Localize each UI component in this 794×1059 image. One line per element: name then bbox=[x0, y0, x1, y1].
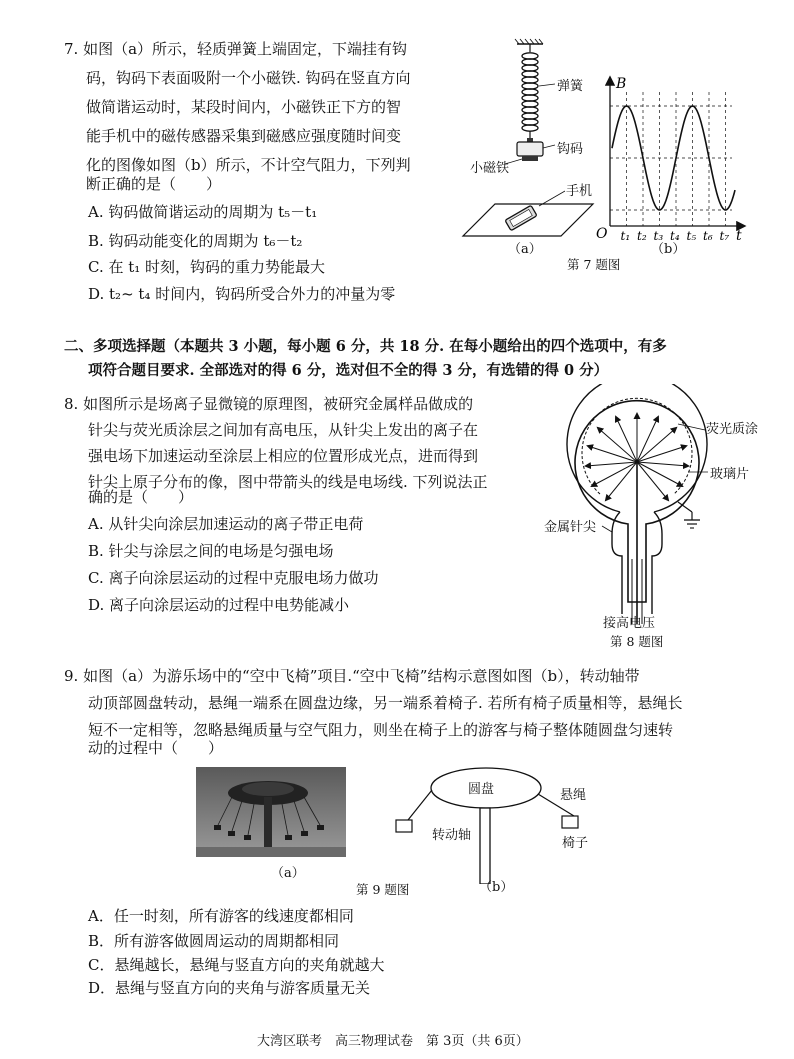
q7-line: 化的图像如图（b）所示，不计空气阻力，下列判 bbox=[86, 156, 411, 174]
q7-option-c: C. 在 t₁ 时刻，钩码的重力势能最大 bbox=[88, 258, 326, 276]
q8-line: 强电场下加速运动至涂层上相应的位置形成光点，进而得到 bbox=[88, 447, 479, 465]
label-7a: （a） bbox=[508, 242, 542, 257]
section-2-heading-cont: 项符合题目要求. 全部选对的得 6 分，选对但不全的得 3 分，有选错的得 0 分） bbox=[88, 362, 609, 379]
q8-option-c: C. 离子向涂层运动的过程中克服电场力做功 bbox=[88, 569, 379, 587]
label-rope: 悬绳 bbox=[560, 788, 587, 803]
figure-9b-schematic bbox=[388, 764, 608, 884]
tick-label-t2: t₂ bbox=[637, 229, 647, 242]
q8-line: 针尖上原子分布的像，图中带箭头的线是电场线. 下列说法正 bbox=[88, 473, 488, 491]
tick-label-t7: t₇ bbox=[719, 229, 730, 242]
label-phone: 手机 bbox=[566, 184, 593, 199]
q8-option-b: B. 针尖与涂层之间的电场是匀强电场 bbox=[88, 542, 334, 560]
label-spring: 弹簧 bbox=[557, 79, 584, 94]
label-axle: 转动轴 bbox=[432, 828, 472, 843]
q7-line: 码，钩码下表面吸附一个小磁铁. 钩码在竖直方向 bbox=[86, 69, 411, 87]
axle-shape bbox=[480, 808, 490, 884]
q9-line: 短不一定相等，忽略悬绳质量与空气阻力，则坐在椅子上的游客与椅子整体随圆盘匀速转 bbox=[88, 721, 674, 739]
origin-label: O bbox=[596, 226, 608, 242]
grid-lines bbox=[610, 92, 732, 226]
tick-label-t4: t₄ bbox=[670, 229, 680, 242]
q8-option-a: A. 从针尖向涂层加速运动的离子带正电荷 bbox=[88, 515, 364, 533]
q7-line: 做简谐运动时，某段时间内，小磁铁正下方的智 bbox=[86, 98, 402, 116]
label-glass: 玻璃片 bbox=[710, 467, 750, 482]
label-disk: 圆盘 bbox=[468, 782, 495, 797]
q7-line: 断正确的是（ ） bbox=[86, 175, 222, 193]
label-chair: 椅子 bbox=[562, 836, 589, 851]
q8-line: 确的是（ ） bbox=[88, 488, 194, 506]
q7-option-b: B. 钩码动能变化的周期为 t₆－t₂ bbox=[88, 232, 303, 250]
axis-y-label: B bbox=[616, 76, 627, 92]
q7-line: 能手机中的磁传感器采集到磁感应强度随时间变 bbox=[86, 127, 402, 145]
q9-option-c: C．悬绳越长，悬绳与竖直方向的夹角就越大 bbox=[88, 956, 385, 974]
right-chair bbox=[562, 816, 578, 828]
label-magnet: 小磁铁 bbox=[470, 161, 510, 176]
label-coating: 荧光质涂 bbox=[706, 422, 759, 437]
caption-fig9: 第 9 题图 bbox=[356, 882, 410, 897]
label-9b: （b） bbox=[479, 880, 514, 895]
q7-line: 7. 如图（a）所示，轻质弹簧上端固定，下端挂有钩 bbox=[64, 40, 408, 58]
tick-label-t5: t₅ bbox=[686, 229, 697, 242]
tick-label-t6: t₆ bbox=[703, 229, 713, 242]
q9-line: 动顶部圆盘转动，悬绳一端系在圆盘边缘，另一端系着椅子. 若所有椅子质量相等，悬绳长 bbox=[88, 694, 683, 712]
q8-line: 针尖与荧光质涂层之间加有高电压，从针尖上发出的离子在 bbox=[88, 421, 479, 439]
caption-fig8: 第 8 题图 bbox=[610, 634, 664, 649]
caption-fig7: 第 7 题图 bbox=[567, 257, 621, 272]
q9-line: 9. 如图（a）为游乐场中的“空中飞椅”项目.“空中飞椅”结构示意图如图（b），转动轴带 bbox=[64, 667, 640, 685]
label-9a: （a） bbox=[271, 866, 305, 881]
q9-option-a: A．任一时刻，所有游客的线速度都相同 bbox=[88, 907, 354, 925]
label-weight: 钩码 bbox=[557, 142, 584, 157]
q9-option-b: B．所有游客做圆周运动的周期都相同 bbox=[88, 932, 340, 950]
tick-label-t1: t₁ bbox=[620, 229, 631, 242]
label-7b: （b） bbox=[651, 242, 686, 257]
figure-7a bbox=[455, 38, 610, 263]
section-2-heading: 二、多项选择题（本题共 3 小题，每小题 6 分，共 18 分. 在每小题给出的四个选项中，有多 bbox=[64, 338, 667, 355]
label-voltage: 接高电压 bbox=[603, 616, 656, 631]
figure-9a-photo bbox=[196, 767, 346, 857]
q9-option-d: D．悬绳与竖直方向的夹角与游客质量无关 bbox=[88, 979, 371, 997]
figure-7b-graph bbox=[592, 72, 752, 242]
q9-line: 动的过程中（ ） bbox=[88, 739, 224, 757]
page-footer: 大湾区联考 高三物理试卷 第 3页（共 6页） bbox=[257, 1034, 529, 1049]
q8-line: 8. 如图所示是场离子显微镜的原理图，被研究金属样品做成的 bbox=[64, 395, 474, 413]
left-chair bbox=[396, 820, 412, 832]
q7-option-a: A. 钩码做简谐运动的周期为 t₅－t₁ bbox=[88, 203, 318, 221]
axis-x-label: t bbox=[736, 228, 742, 242]
label-needle: 金属针尖 bbox=[544, 520, 597, 535]
q7-option-d: D. t₂~ t₄ 时间内，钩码所受合外力的冲量为零 bbox=[88, 285, 396, 303]
q8-option-d: D. 离子向涂层运动的过程中电势能减小 bbox=[88, 596, 350, 614]
tick-label-t3: t₃ bbox=[653, 229, 664, 242]
